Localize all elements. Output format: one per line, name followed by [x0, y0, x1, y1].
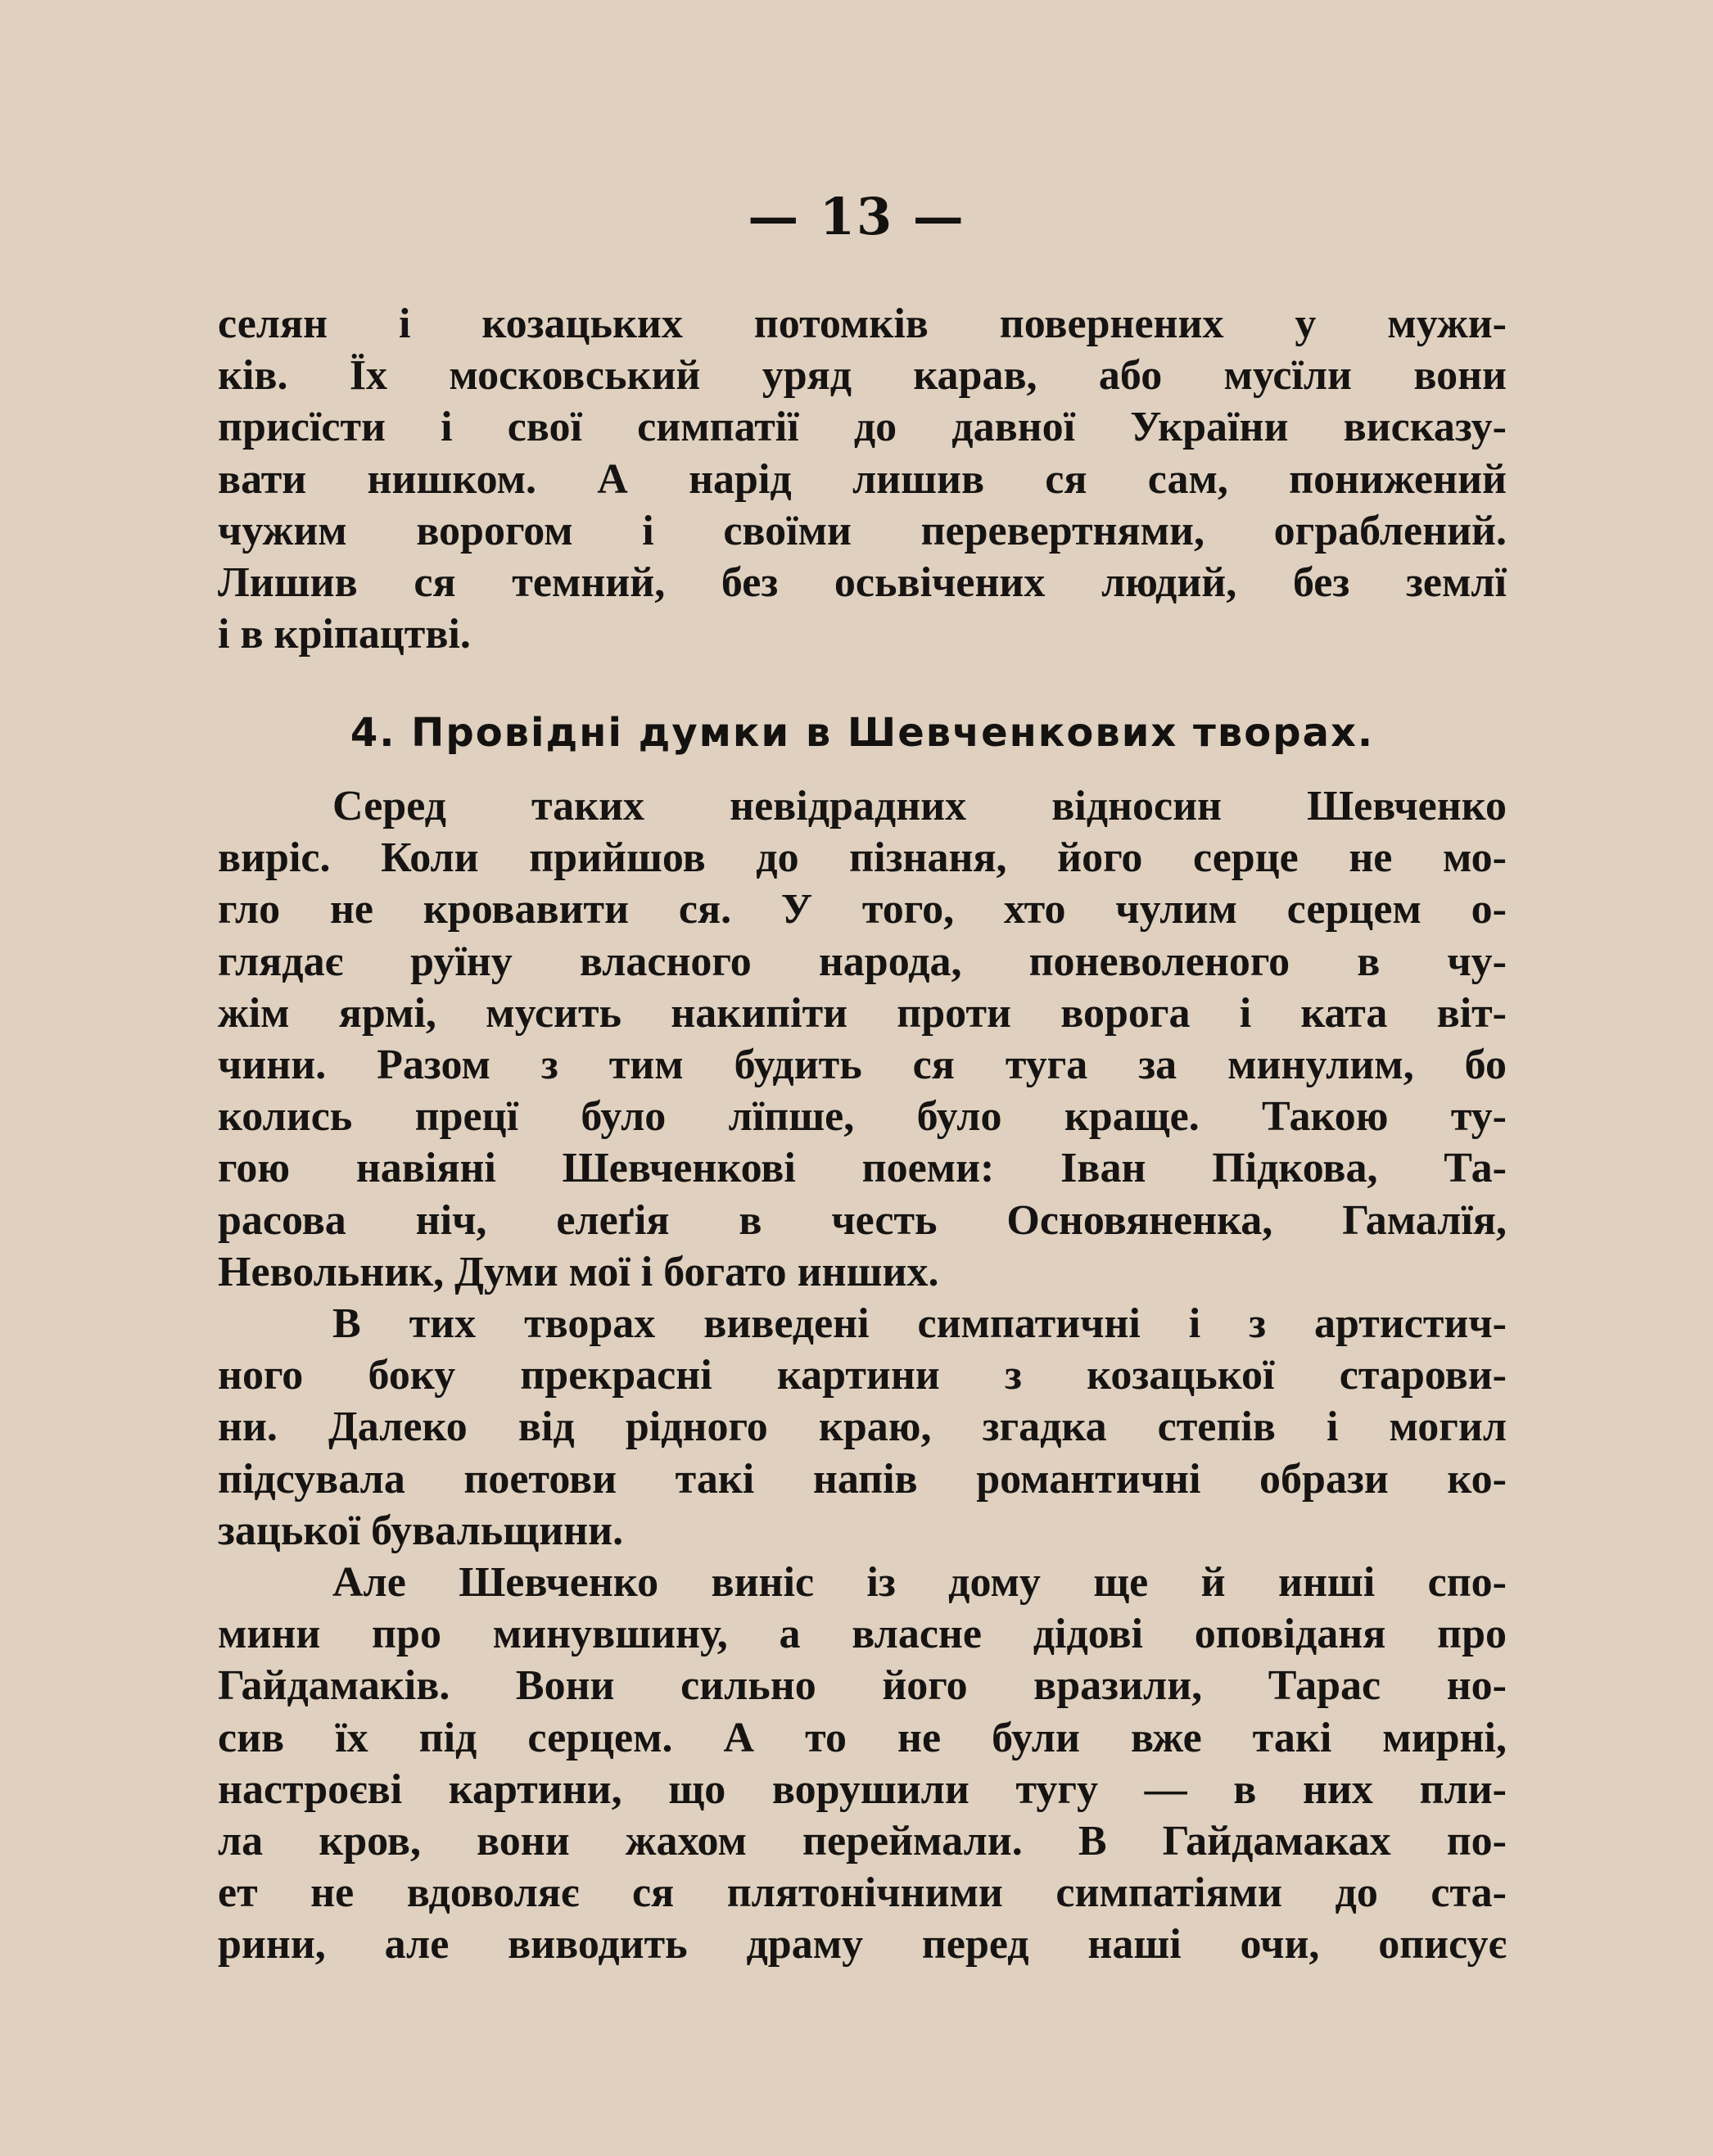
text-line: ни. Далеко від рідного краю, згадка степів і могил	[218, 1403, 1507, 1451]
text-line: жім ярмі, мусить накипіти проти ворога і ката віт-	[218, 989, 1507, 1037]
text-line: Серед таких невідрадних відносин Шевченко	[332, 783, 1507, 829]
paragraph-3	[218, 1298, 1507, 1557]
paragraph-2	[218, 780, 1507, 1298]
text-line: підсувала поетови такі напів романтичні образи ко-	[218, 1455, 1507, 1503]
text-line: настроєві картини, що ворушили тугу — в них пли-	[218, 1765, 1507, 1813]
text-line: чужим ворогом і своїми перевертнями, ограблений.	[218, 507, 1507, 554]
text-line: виріс. Коли прийшов до пізнаня, його серце не мо-	[218, 834, 1507, 882]
text-line: мини про минувшину, а власне дідові оповіданя про	[218, 1611, 1507, 1658]
text-line: зацької бувальщини.	[218, 1507, 624, 1554]
text-line: ла кров, вони жахом переймали. В Гайдамаках по-	[218, 1818, 1507, 1865]
text-line: рини, але виводить драму перед наші очи, описує	[218, 1921, 1507, 1968]
paragraph-4	[218, 1557, 1507, 1971]
text-line: Лишив ся темний, без осьвічених людий, без землї	[218, 559, 1507, 607]
text-line: колись прецї було лїпше, було краще. Такою ту-	[218, 1093, 1507, 1141]
text-line: ет не вдоволяє ся плятонічними симпатіями до ста-	[218, 1869, 1507, 1917]
text-line: В тих творах виведені симпатичні і з артистич-	[332, 1300, 1507, 1347]
text-line: і в кріпацтві.	[218, 611, 471, 658]
text-line: глядає руїну власного народа, поневоленого в чу-	[218, 938, 1507, 985]
text-line: гою навіяні Шевченкові поеми: Іван Підкова, Та-	[218, 1145, 1507, 1192]
text-line: присїсти і свої симпатії до давної України висказу-	[218, 404, 1507, 451]
section-heading: 4. Провідні думки в Шевченкових творах.	[350, 710, 1375, 756]
text-line: Але Шевченко виніс із дому ще й инші спо-	[332, 1559, 1507, 1606]
text-line: чини. Разом з тим будить ся туга за минулим, бо	[218, 1042, 1507, 1089]
text-line: расова ніч, елеґія в честь Основяненка, Гамалїя,	[218, 1196, 1507, 1244]
text-line: гло не кровавити ся. У того, хто чулим серцем о-	[218, 886, 1507, 933]
text-line: селян і козацьких потомків повернених у мужи-	[218, 301, 1507, 347]
text-line: Невольник, Думи мої і богато инших.	[218, 1248, 939, 1295]
paragraph-1	[218, 298, 1507, 660]
text-line: ного боку прекрасні картини з козацької старови-	[218, 1352, 1507, 1399]
text-line: ків. Їх московський уряд карав, або мусїли вони	[218, 352, 1507, 400]
text-line: Гайдамаків. Вони сильно його вразили, Тарас но-	[218, 1662, 1507, 1710]
page-number: — 13 —	[748, 187, 965, 246]
text-line: сив їх під серцем. А то не були вже такі мирні,	[218, 1714, 1507, 1761]
text-line: вати нишком. А нарід лишив ся сам, понижений	[218, 455, 1507, 503]
